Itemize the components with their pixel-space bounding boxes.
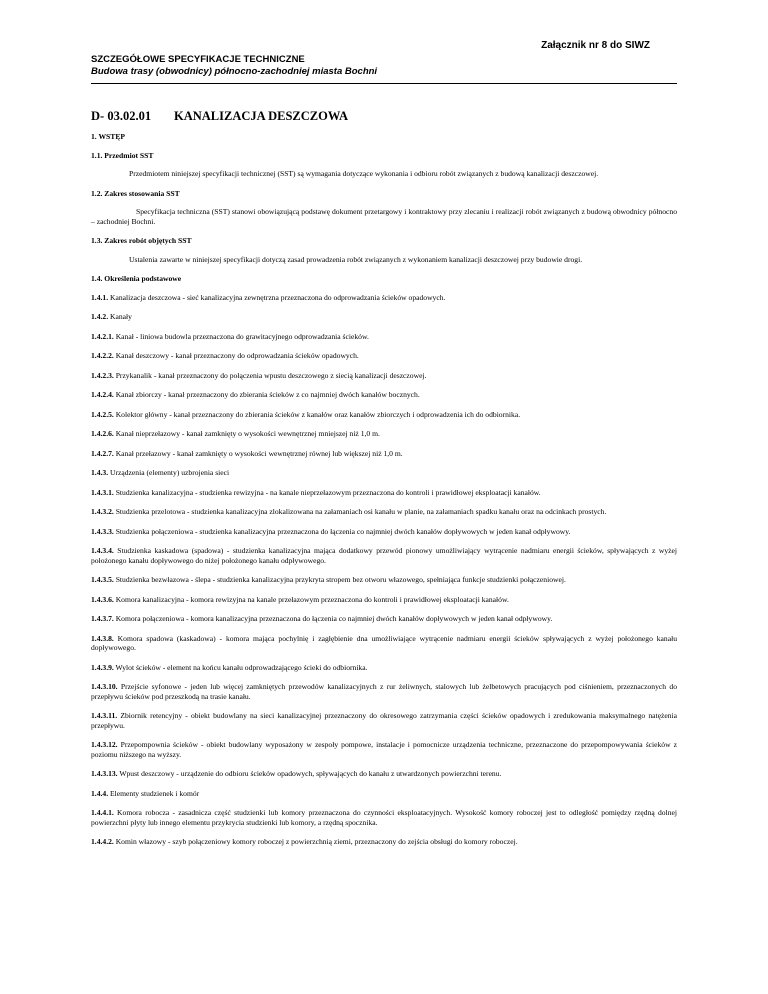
definition-number: 1.4.2.2. <box>91 351 114 360</box>
definition-item <box>91 634 677 653</box>
definition-item <box>91 527 677 537</box>
definition-number: 1.4.4.1. <box>91 808 114 817</box>
document-body <box>91 109 677 857</box>
paragraph: Ustalenia zawarte w niniejszej specyfikacji dotyczą zasad prowadzenia robót związanych z wykonaniem kanalizacji deszczowej przy budowie drogi. <box>129 254 583 264</box>
definition-number: 1.4.2. <box>91 312 109 321</box>
definition-number: 1.4.2.6. <box>91 429 114 438</box>
definition-number: 1.4.4.2. <box>91 837 114 846</box>
definition-number: 1.4.3.9. <box>91 662 114 672</box>
definition-text: Kanalizacja deszczowa - sieć kanalizacyjna zewnętrzna przeznaczona do odprowadzania ścieków opadowych. <box>110 292 446 302</box>
definition-number: 1.4.2.4. <box>91 390 114 399</box>
definition-item <box>91 595 677 605</box>
definition-item <box>91 390 677 400</box>
definition-item <box>91 682 677 701</box>
definition-item <box>91 546 677 565</box>
definition-text: Studzienka przelotowa - studzienka kanalizacyjna zlokalizowana na załamaniach osi kanału w planie, na załamaniach spadku kanału oraz na odcinkach prostych. <box>115 507 607 516</box>
header-divider <box>91 83 677 84</box>
definition-item <box>91 789 677 799</box>
definition-number: 1.4.3.12. <box>91 740 118 749</box>
definition-text: Komora połączeniowa - komora kanalizacyjna przeznaczona do łączenia co najmniej dwóch kanałów dopływowych w jeden kanał odpływowy. <box>115 614 553 623</box>
definition-number: 1.4.3.5. <box>91 575 114 584</box>
definition-item <box>91 711 677 730</box>
definition-text: Urządzenia (elementy) uzbrojenia sieci <box>110 468 230 477</box>
definition-number: 1.4.2.3. <box>91 370 114 380</box>
section-heading: 1. WSTĘP <box>91 132 126 141</box>
definition-text: Komora robocza - zasadnicza część studzienki lub komory przeznaczona do czynności eksploatacyjnych. Wysokość komory roboczej jest to odległość pomiędzy rzędną dolnej powierzchni płyty lub innego elementu przykrycia studzienki lub komory, a rzędną spocznika. <box>91 808 677 827</box>
paragraph: Specyfikacja techniczna (SST) stanowi obowiązującą podstawę dokument przetargowy i kontraktowy przy zlecaniu i realizacji robót związanych z budową obwodnicy północno – zachodniej Bochni. <box>91 207 677 226</box>
definition-item <box>91 614 677 624</box>
section-heading: 1.1. Przedmiot SST <box>91 150 154 160</box>
definition-text: Kanał nieprzełazowy - kanał zamknięty o wysokości wewnętrznej mniejszej niż 1,0 m. <box>115 429 380 438</box>
definition-item <box>91 837 677 847</box>
definition-number: 1.4.4. <box>91 788 109 798</box>
definition-number: 1.4.3.8. <box>91 633 114 643</box>
definition-number: 1.4.3. <box>91 468 109 477</box>
definition-text: Przepompownia ścieków - obiekt budowlany wyposażony w zespoły pompowe, instalacje i pomocnicze urządzenia techniczne, przeznaczone do przepompowywania ścieków z poziomu niższego na wyższy. <box>91 740 677 759</box>
definition-number: 1.4.1. <box>91 292 109 302</box>
definition-item <box>91 351 677 361</box>
definition-item <box>91 410 677 420</box>
paragraph: Przedmiotem niniejszej specyfikacji technicznej (SST) są wymagania dotyczące wykonania i odbioru robót związanych z budową kanalizacji deszczowej. <box>129 169 599 178</box>
definition-text: Kanał zbiorczy - kanał przeznaczony do zbierania ścieków z co najmniej dwóch kanałów bocznych. <box>115 390 420 399</box>
definition-number: 1.4.3.4. <box>91 546 114 555</box>
definition-number: 1.4.3.13. <box>91 769 118 778</box>
definition-number: 1.4.2.5. <box>91 409 114 419</box>
definition-item <box>91 488 677 498</box>
section-heading: 1.3. Zakres robót objętych SST <box>91 236 192 245</box>
definition-text: Kanały <box>110 312 132 321</box>
page-header <box>91 54 377 78</box>
document-title-text: KANALIZACJA DESZCZOWA <box>174 109 348 123</box>
definition-text: Komin włazowy - szyb połączeniowy komory roboczej z powierzchnią ziemi, przeznaczony do zejścia obsługi do komory roboczej. <box>115 837 518 846</box>
definition-item <box>91 740 677 759</box>
definition-text: Komora spadowa (kaskadowa) - komora mająca pochylnię i zagłębienie dna umożliwiające wytrącenie nadmiaru energii ścieków spływających z wyżej położonego kanału dopływowego. <box>91 633 677 652</box>
definition-item <box>91 449 677 459</box>
definition-number: 1.4.3.2. <box>91 507 114 516</box>
definition-item <box>91 312 677 322</box>
header-subtitle: Budowa trasy (obwodnicy) północno-zachodniej miasta Bochni <box>91 66 378 77</box>
definition-number: 1.4.3.7. <box>91 614 114 623</box>
definition-text: Elementy studzienek i komór <box>110 788 200 798</box>
document-title <box>91 109 677 123</box>
definition-number: 1.4.3.11. <box>91 711 118 720</box>
definition-text: Wpust deszczowy - urządzenie do odbioru ścieków opadowych, spływających do kanału z utwardzonych powierzchni terenu. <box>119 769 502 778</box>
definition-item <box>91 293 677 303</box>
definition-item <box>91 332 677 342</box>
definition-text: Komora kanalizacyjna - komora rewizyjna na kanale przełazowym przeznaczona do kontroli i prawidłowej eksploatacji kanałów. <box>115 594 509 604</box>
definition-text: Studzienka połączeniowa - studzienka kanalizacyjna przeznaczona do łączenia co najmniej dwóch kanałów dopływowych w jeden kanał odpływowy. <box>115 526 571 536</box>
definition-item <box>91 808 677 827</box>
definition-text: Kanał - liniowa budowla przeznaczona do grawitacyjnego odprowadzania ścieków. <box>115 331 369 341</box>
definition-number: 1.4.2.1. <box>91 331 114 341</box>
definition-text: Studzienka kaskadowa (spadowa) - studzienka kanalizacyjna mająca dodatkowy przewód pionowy umożliwiający wytrącenie nadmiaru energii ścieków, spływających z wyżej położonego kanału dopływowego do niżej położonego kanału odpływowego. <box>91 546 677 565</box>
definition-number: 1.4.2.7. <box>91 448 114 458</box>
definition-item <box>91 575 677 585</box>
definition-text: Przykanalik - kanał przeznaczony do połączenia wpustu deszczowego z siecią kanalizacji deszczowej. <box>115 370 427 380</box>
definition-item <box>91 507 677 517</box>
definition-number: 1.4.3.10. <box>91 682 118 691</box>
definition-text: Studzienka bezwłazowa - ślepa - studzienka kanalizacyjna przykryta stropem bez otworu włazowego, spełniająca funkcje studzienki połączeniowej. <box>115 575 566 584</box>
definition-text: Wylot ścieków - element na końcu kanału odprowadzającego ścieki do odbiornika. <box>115 662 368 672</box>
definition-number: 1.4.3.3. <box>91 526 114 536</box>
definition-text: Kanał przełazowy - kanał zamknięty o wysokości wewnętrznej równej lub większej niż 1,0 m. <box>115 448 403 458</box>
header-title: SZCZEGÓŁOWE SPECYFIKACJE TECHNICZNE <box>91 54 305 65</box>
section-heading: 1.4. Określenia podstawowe <box>91 274 182 283</box>
definition-item <box>91 371 677 381</box>
definition-text: Studzienka kanalizacyjna - studzienka rewizyjna - na kanale nieprzełazowym przeznaczona do kontroli i prawidłowej eksploatacji kanałów. <box>115 487 541 497</box>
definition-item <box>91 429 677 439</box>
document-code: D- 03.02.01 <box>91 109 152 123</box>
definition-text: Zbiornik retencyjny - obiekt budowlany na sieci kanalizacyjnej przeznaczony do okresowego zatrzymania części ścieków opadowych i zredukowania maksymalnego natężenia przepływu. <box>91 711 677 730</box>
definition-item <box>91 663 677 673</box>
section-heading: 1.2. Zakres stosowania SST <box>91 188 180 198</box>
attachment-label: Załącznik nr 8 do SIWZ <box>541 40 650 51</box>
definitions-list <box>91 293 677 847</box>
definition-text: Przejście syfonowe - jeden lub więcej zamkniętych przewodów kanalizacyjnych z rur żeliwnych, stalowych lub żelbetowych pracujących pod ciśnieniem, przeznaczonych do przepływu ścieków pod przeszkodą na trasie kanału. <box>91 682 677 701</box>
definition-text: Kolektor główny - kanał przeznaczony do zbierania ścieków z kanałów oraz kanałów zbiorczych i odprowadzenia ich do odbiornika. <box>115 409 521 419</box>
definition-number: 1.4.3.1. <box>91 487 114 497</box>
definition-item <box>91 769 677 779</box>
definition-text: Kanał deszczowy - kanał przeznaczony do odprowadzania ścieków opadowych. <box>115 351 359 360</box>
definition-number: 1.4.3.6. <box>91 594 114 604</box>
definition-item <box>91 468 677 478</box>
